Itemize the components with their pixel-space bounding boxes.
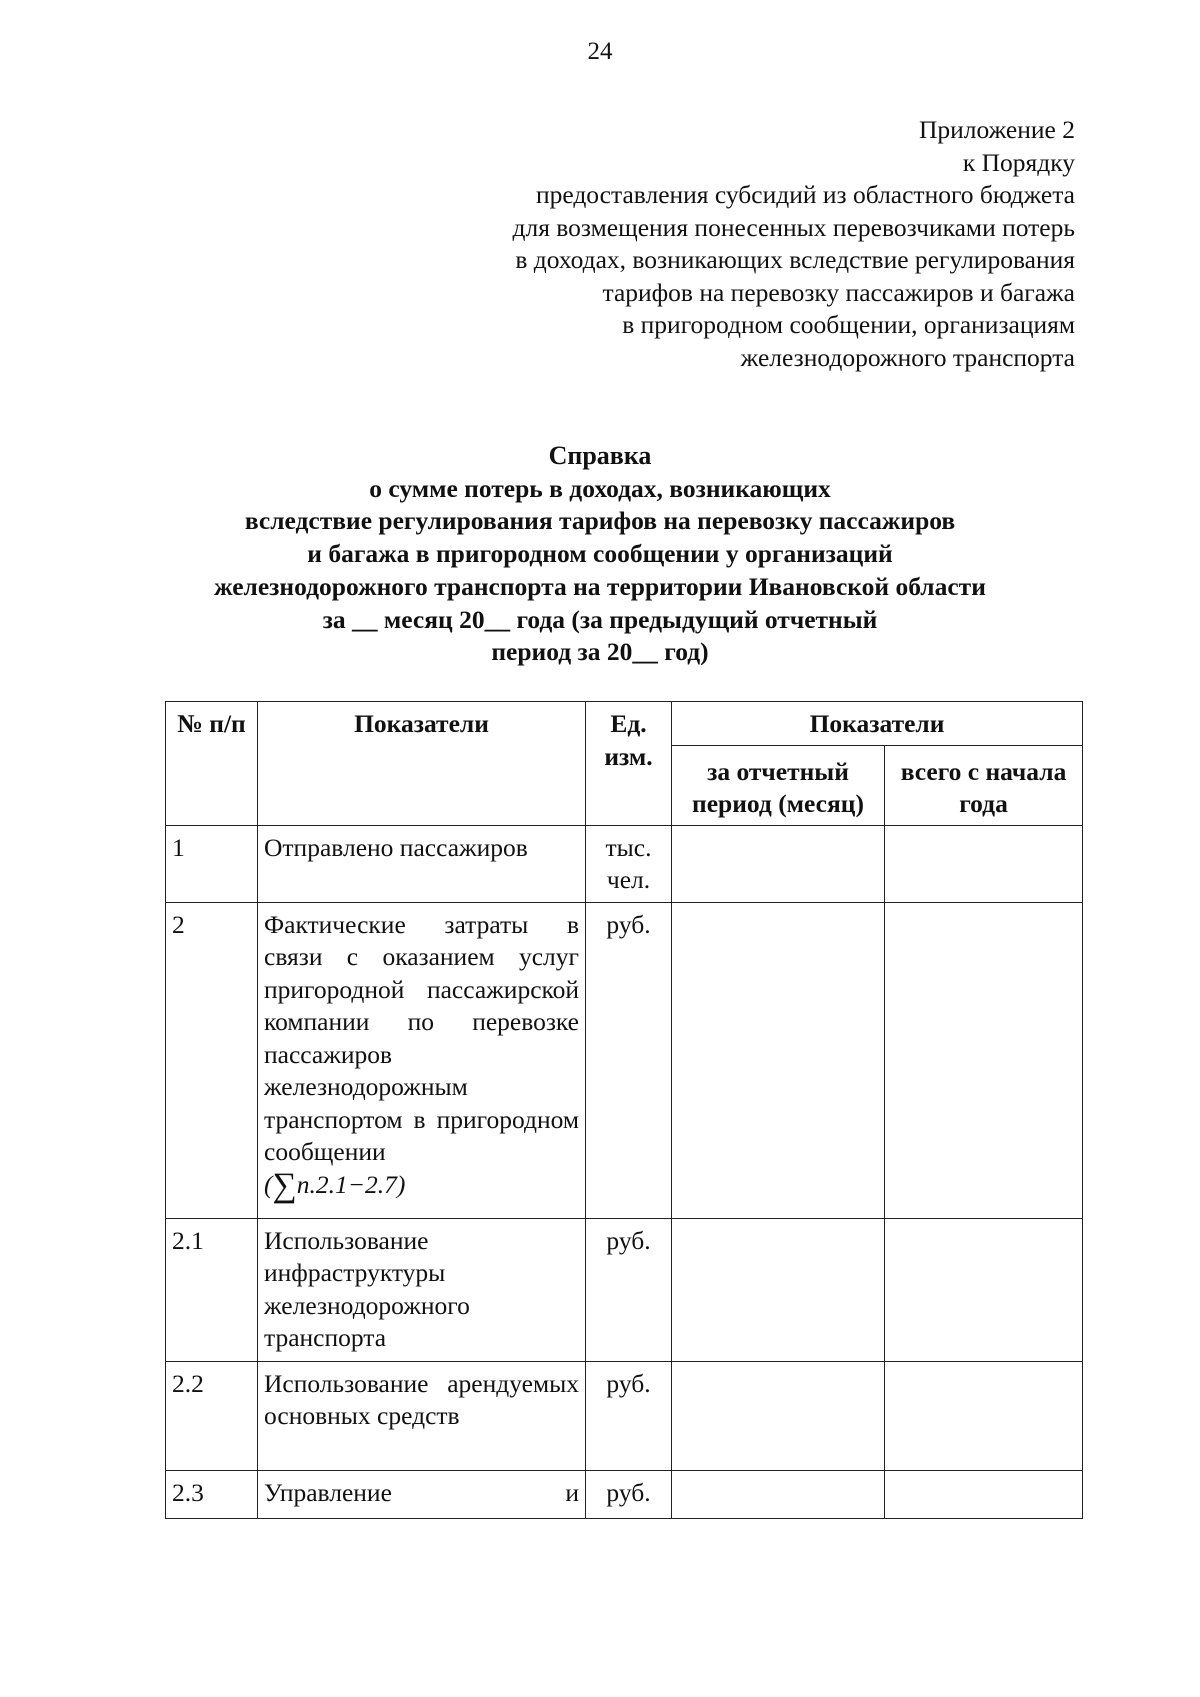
header-unit: Ед. изм.: [586, 702, 672, 826]
appendix-block: [513, 114, 1076, 374]
appendix-line: тарифов на перевозку пассажиров и багажа: [602, 277, 1075, 307]
row-num: 1: [166, 825, 258, 902]
appendix-line: предоставления субсидий из областного бюджета: [535, 180, 1075, 209]
header-row: [166, 702, 1083, 746]
header-values-group: Показатели: [672, 702, 1083, 746]
header-indicators: Показатели: [258, 702, 586, 826]
row-unit: руб.: [586, 1361, 672, 1470]
title-line: за __ месяц 20__ года (за предыдущий отчетный: [322, 604, 878, 634]
header-period: за отчетный период (месяц): [672, 745, 885, 825]
header-ytd: всего с начала года: [885, 745, 1083, 825]
row-num: 2.1: [166, 1218, 258, 1361]
row-ytd-value[interactable]: [885, 1361, 1083, 1470]
row-indicator: Фактические затраты в связи с оказанием услуг пригородной пассажирской компании по перевозке пассажиров железнодорожным транспортом в пригородном сообщении: [264, 909, 579, 1166]
row-period-value[interactable]: [672, 902, 885, 1218]
appendix-line: к Порядку: [962, 147, 1075, 177]
row-indicator: Использование арендуемых основных средств: [258, 1361, 586, 1470]
appendix-line: железнодорожного транспорта: [740, 342, 1075, 372]
appendix-line: Приложение 2: [919, 115, 1075, 144]
row-period-value[interactable]: [672, 1218, 885, 1361]
row-period-value[interactable]: [672, 1470, 885, 1518]
row-num: 2: [166, 902, 258, 1218]
table-row: [166, 1218, 1083, 1361]
row-indicator: Управление и: [258, 1470, 586, 1518]
row-period-value[interactable]: [672, 1361, 885, 1470]
header-num: № п/п: [166, 702, 258, 826]
row-indicator: Отправлено пассажиров: [258, 825, 586, 902]
table-row: [166, 1470, 1083, 1518]
appendix-line: в доходах, возникающих вследствие регулирования: [515, 245, 1075, 274]
title-line: вследствие регулирования тарифов на перевозку пассажиров: [244, 506, 956, 536]
table-row: [166, 1361, 1083, 1470]
document-title: [0, 440, 1200, 669]
title-line: железнодорожного транспорта на территории Ивановской области: [214, 571, 986, 601]
row-unit: руб.: [586, 1218, 672, 1361]
report-table: [165, 701, 1083, 1519]
row-num: 2.2: [166, 1361, 258, 1470]
row-indicator-cell: [258, 902, 586, 1218]
row-ytd-value[interactable]: [885, 1470, 1083, 1518]
title-line: о сумме потерь в доходах, возникающих: [369, 473, 831, 503]
row-period-value[interactable]: [672, 825, 885, 902]
row-indicator: Использование инфраструктуры железнодорожного транспорта: [258, 1218, 586, 1361]
row-ytd-value[interactable]: [885, 1218, 1083, 1361]
row-unit: руб.: [586, 1470, 672, 1518]
appendix-line: для возмещения понесенных перевозчиками потерь: [512, 212, 1075, 242]
title-main: Справка: [548, 441, 652, 470]
sigma-symbol: ∑: [272, 1166, 297, 1204]
formula-text: n.2.1−2.7: [296, 1169, 397, 1199]
row-ytd-value[interactable]: [885, 902, 1083, 1218]
row-unit: тыс. чел.: [586, 825, 672, 902]
row-ytd-value[interactable]: [885, 825, 1083, 902]
sum-formula: (∑n.2.1−2.7): [264, 1166, 406, 1204]
title-line: период за 20__ год): [491, 637, 709, 667]
page-number: 24: [587, 38, 613, 65]
table-row: [166, 902, 1083, 1218]
appendix-line: в пригородном сообщении, организациям: [622, 310, 1075, 339]
table-row: [166, 825, 1083, 902]
row-unit: руб.: [586, 902, 672, 1218]
row-num: 2.3: [166, 1470, 258, 1518]
title-line: и багажа в пригородном сообщении у организаций: [307, 539, 893, 569]
